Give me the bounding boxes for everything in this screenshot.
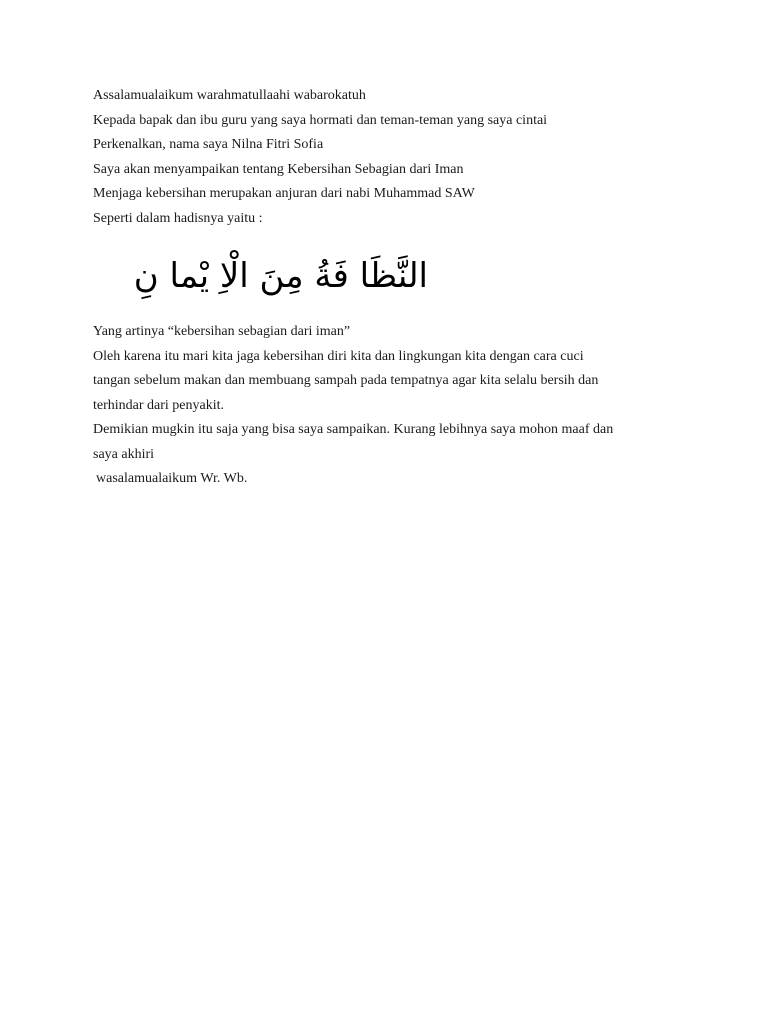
advice-line-2: tangan sebelum makan dan membuang sampah pada tempatnya agar kita selalu bersih dan: [93, 373, 599, 388]
farewell-line: wasalamualaikum Wr. Wb.: [96, 471, 248, 486]
advice-line-3: terhindar dari penyakit.: [93, 397, 225, 413]
topic-line: Saya akan menyampaikan tentang Kebersihan Sebagian dari Iman: [93, 161, 464, 177]
introduction-line: Perkenalkan, nama saya Nilna Fitri Sofia: [93, 137, 324, 152]
hadith-intro-line: Seperti dalam hadisnya yaitu :: [93, 210, 263, 226]
address-line: Kepada bapak dan ibu guru yang saya hormati dan teman-teman yang saya cintai: [93, 112, 548, 128]
closing-line-2: saya akhiri: [93, 446, 155, 462]
closing-paragraph: [93, 320, 683, 492]
advice-line-1: Oleh karena itu mari kita jaga kebersihan diri kita dan lingkungan kita dengan cara cuci: [93, 348, 584, 364]
statement-line: Menjaga kebersihan merupakan anjuran dari nabi Muhammad SAW: [93, 186, 475, 201]
translation-line: Yang artinya “kebersihan sebagian dari iman”: [93, 324, 351, 339]
greeting-line: Assalamualaikum warahmatullaahi wabarokatuh: [93, 88, 366, 103]
arabic-hadith-text: النَّظَا فَةُ مِنَ الْاِ يْما نِ: [133, 256, 428, 296]
closing-line-1: Demikian mugkin itu saja yang bisa saya sampaikan. Kurang lebihnya saya mohon maaf dan: [93, 422, 614, 437]
intro-paragraph: [93, 84, 683, 231]
